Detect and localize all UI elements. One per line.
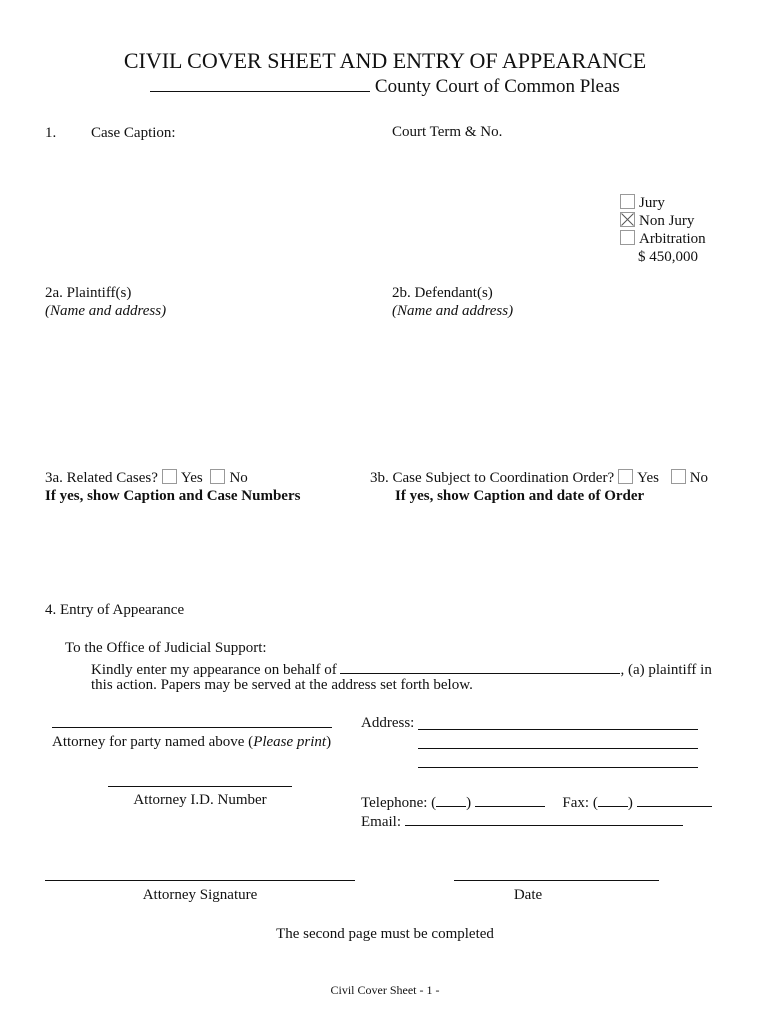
non-jury-checkbox[interactable]	[620, 212, 635, 227]
second-page-note: The second page must be completed	[276, 926, 494, 942]
this-action-line: this action. Papers may be served at the address set forth below.	[91, 677, 473, 693]
defendant-hint: (Name and address)	[392, 303, 514, 319]
telephone-area-code-blank[interactable]	[436, 791, 466, 807]
plaintiff-label: 2a. Plaintiff(s)	[45, 285, 132, 301]
email-blank[interactable]	[405, 810, 683, 826]
plaintiff-hint: (Name and address)	[45, 303, 167, 319]
related-cases-row	[45, 469, 248, 487]
address-label: Address:	[361, 715, 415, 731]
date-line[interactable]	[454, 880, 659, 881]
kindly-enter-prefix: Kindly enter my appearance on behalf of	[91, 662, 337, 678]
attorney-party-label	[52, 733, 331, 751]
related-cases-note: If yes, show Caption and Case Numbers	[45, 488, 301, 504]
amount-value: $ 450,000	[638, 249, 698, 265]
attorney-id-label: Attorney I.D. Number	[133, 792, 267, 808]
telephone-close: )	[466, 795, 472, 811]
telephone-fax-row	[361, 791, 712, 812]
attorney-party-close: )	[326, 734, 332, 750]
form-subtitle	[0, 76, 770, 98]
county-name-blank[interactable]	[150, 76, 370, 92]
page-footer: Civil Cover Sheet - 1 -	[330, 983, 440, 997]
non-jury-label: Non Jury	[639, 213, 695, 229]
related-no-label: No	[229, 470, 248, 486]
form-subtitle-text: County Court of Common Pleas	[374, 76, 620, 97]
related-no-checkbox[interactable]	[210, 469, 225, 484]
jury-label: Jury	[639, 195, 665, 211]
coordination-row	[370, 469, 708, 487]
email-row	[361, 810, 683, 831]
attorney-signature-label: Attorney Signature	[142, 887, 258, 903]
telephone-label: Telephone: (	[361, 795, 437, 811]
date-label: Date	[513, 887, 543, 903]
coordination-label: 3b. Case Subject to Coordination Order?	[370, 470, 615, 486]
form-title: CIVIL COVER SHEET AND ENTRY OF APPEARANCE	[123, 48, 647, 73]
address-line-1[interactable]	[418, 729, 698, 730]
arbitration-checkbox[interactable]	[620, 230, 635, 245]
attorney-name-line[interactable]	[52, 727, 332, 728]
please-print-text: Please print	[253, 734, 327, 750]
related-cases-label: 3a. Related Cases?	[45, 470, 158, 486]
section1-number: 1.	[45, 125, 57, 141]
kindly-enter-suffix: , (a) plaintiff in	[620, 662, 712, 678]
arbitration-label: Arbitration	[639, 231, 706, 247]
related-yes-checkbox[interactable]	[162, 469, 177, 484]
email-label: Email:	[361, 814, 401, 830]
fax-label: Fax: (	[562, 795, 598, 811]
address-line-3[interactable]	[418, 767, 698, 768]
attorney-id-line[interactable]	[108, 786, 292, 787]
to-office-line: To the Office of Judicial Support:	[65, 640, 267, 656]
entry-of-appearance-heading: 4. Entry of Appearance	[45, 602, 185, 618]
attorney-party-text: Attorney for party named above (	[52, 734, 254, 750]
coordination-note: If yes, show Caption and date of Order	[395, 488, 645, 504]
coordination-no-label: No	[689, 470, 709, 486]
non-jury-option	[620, 212, 694, 230]
case-caption-label: Case Caption:	[91, 125, 176, 141]
court-term-label: Court Term & No.	[392, 124, 503, 140]
coordination-no-checkbox[interactable]	[671, 469, 686, 484]
behalf-of-blank[interactable]	[340, 658, 620, 674]
related-yes-label: Yes	[180, 470, 203, 486]
address-line-2[interactable]	[418, 748, 698, 749]
fax-number-blank[interactable]	[637, 791, 712, 807]
attorney-signature-line[interactable]	[45, 880, 355, 881]
coordination-yes-checkbox[interactable]	[618, 469, 633, 484]
defendant-label: 2b. Defendant(s)	[392, 285, 493, 301]
jury-checkbox[interactable]	[620, 194, 635, 209]
arbitration-option	[620, 230, 706, 248]
fax-close: )	[627, 795, 633, 811]
telephone-number-blank[interactable]	[475, 791, 545, 807]
fax-area-code-blank[interactable]	[598, 791, 628, 807]
coordination-yes-label: Yes	[637, 470, 659, 486]
jury-option	[620, 194, 665, 212]
